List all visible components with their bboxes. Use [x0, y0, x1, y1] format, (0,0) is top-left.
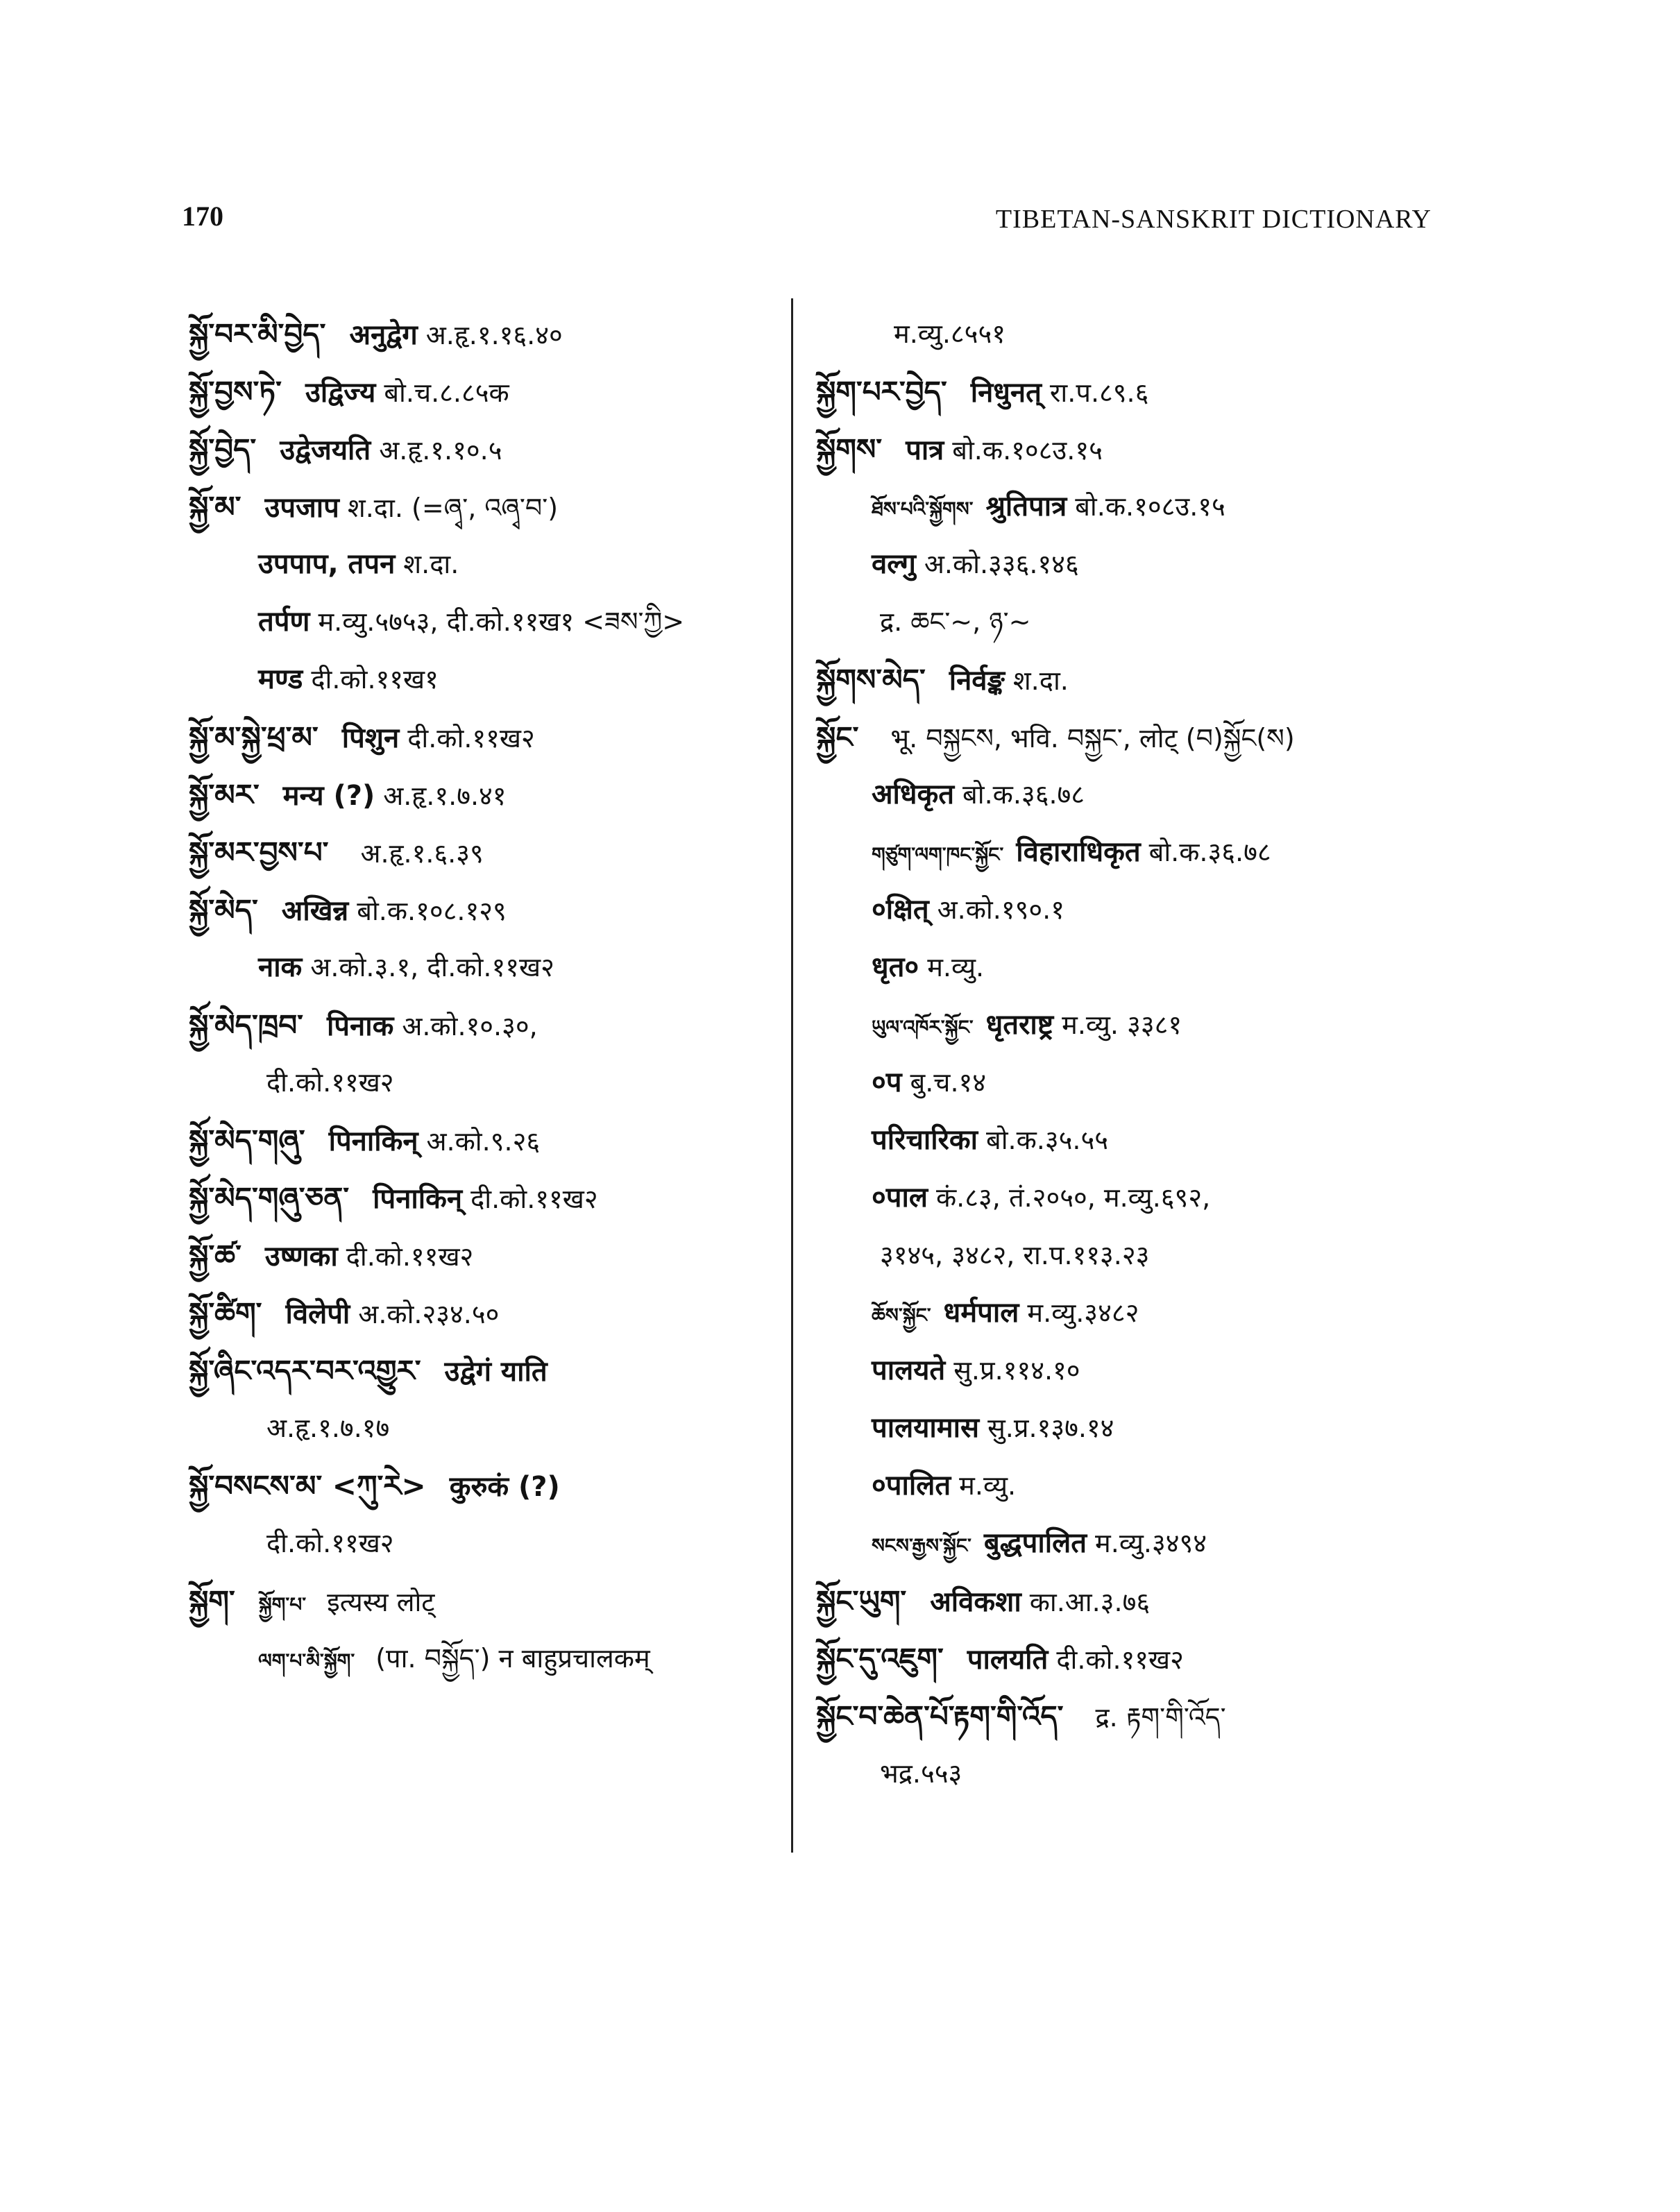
source-reference: कं.८३, तं.२०५०, म.व्यु.६९२,: [936, 1182, 1211, 1213]
source-reference: भू. བསྐྱངས, भवि. བསྐྱང་, लोट् (བ)སྐྱོང(ས): [890, 723, 1295, 754]
sanskrit-term: विलेपी: [285, 1298, 350, 1330]
sanskrit-term: निधुनत्: [970, 377, 1042, 409]
source-reference: अ.हृ.१.७.१७: [266, 1413, 390, 1443]
source-reference: अ.को.९.२६: [426, 1126, 541, 1157]
dictionary-entry-line: [189, 1169, 772, 1227]
sanskrit-term: अविकशा: [930, 1586, 1021, 1618]
dictionary-entry-line: [189, 939, 772, 996]
source-reference: अ.को.२३४.५०: [358, 1299, 500, 1329]
source-reference: ३१४५, ३४८२, रा.प.११३.२३: [880, 1240, 1150, 1270]
source-reference: बो.क.३६.७८: [1148, 837, 1271, 867]
dictionary-entry-line: [189, 881, 772, 939]
headword-tibetan: སྐྱོ་ཚ་: [189, 1239, 241, 1273]
sanskrit-term: बुद्धपालित: [983, 1527, 1087, 1559]
headword-tibetan: སྐྱོ་བསངས་མ་ <ཀུ་རེ>: [189, 1469, 426, 1503]
sanskrit-term: उष्णका: [264, 1241, 338, 1273]
dictionary-entry-line: [189, 305, 772, 363]
sanskrit-term: ०पालित: [872, 1470, 951, 1501]
dictionary-entry-line: [816, 1745, 1441, 1803]
sanskrit-term: मन्य (?): [282, 780, 375, 812]
headword-tibetan: སྐྱོ་མེད་གཞུ་ཅན་: [189, 1181, 350, 1215]
source-reference: म.व्यु.८५५१: [894, 318, 1006, 349]
dictionary-entry-line: [816, 1169, 1441, 1227]
sanskrit-term: पालयामास: [872, 1412, 980, 1444]
source-reference: म.व्यु.५७५३, दी.को.११ख१ <ཟས་ཀྱི>: [318, 606, 685, 637]
source-reference: द्र. ཆང་~, ཉ་~: [880, 606, 1031, 637]
dictionary-entry-line: [816, 536, 1441, 593]
dictionary-entry-line: [816, 766, 1441, 824]
left-column: [189, 305, 772, 1687]
source-reference: दी.को.११ख२: [346, 1241, 474, 1272]
headword-tibetan: སྐྱོ་མ་: [189, 490, 241, 524]
tibetan-phrase: ཆོས་སྐྱོང་: [872, 1304, 931, 1327]
dictionary-entry-line: [816, 939, 1441, 996]
sanskrit-term: ०क्षित्: [872, 894, 929, 926]
source-reference: अ.को.१९०.१: [937, 894, 1064, 925]
dictionary-entry-line: [816, 1515, 1441, 1572]
dictionary-entry-line: [816, 1342, 1441, 1399]
dictionary-entry-line: [189, 766, 772, 824]
source-reference: बु.च.१४: [910, 1067, 987, 1098]
sanskrit-term: ०प: [872, 1066, 902, 1098]
headword-tibetan: སྐྱོ་མར་: [189, 778, 260, 812]
sanskrit-term: धृत०: [872, 951, 919, 983]
column-divider: [791, 298, 793, 1853]
sanskrit-term: पालयति: [967, 1644, 1049, 1676]
headword-tibetan: སྐྱོ་མ་སྐྱེ་ཕྲ་མ་: [189, 720, 319, 754]
source-reference: अ.को.३३६.१४६: [924, 549, 1079, 579]
sanskrit-term: पिनाक: [326, 1010, 394, 1042]
source-reference: दी.को.११ख२: [266, 1067, 394, 1098]
sanskrit-term: श्रुतिपात्र: [985, 491, 1067, 522]
dictionary-entry-line: [816, 420, 1441, 478]
source-reference: अ.हृ.१.१६.४०: [425, 320, 563, 350]
sanskrit-term: वल्गु: [872, 548, 916, 580]
dictionary-entry-line: [816, 1112, 1441, 1169]
source-reference: बो.च.८.८५क: [384, 377, 509, 408]
dictionary-entry-line: [189, 1112, 772, 1169]
source-reference: श.दा. (=ཞྭ་, འཞྭ་བ་): [347, 493, 559, 523]
running-head: TIBETAN-SANSKRIT DICTIONARY: [995, 205, 1432, 234]
source-reference: अ.को.१०.३०,: [402, 1011, 538, 1041]
headword-tibetan: སྐྱོག་པར་བྱེད་: [816, 375, 947, 409]
source-reference: दी.को.११ख२: [407, 723, 535, 754]
source-reference: दी.को.११ख१: [311, 664, 439, 695]
sanskrit-term: अनुद्वेग: [349, 319, 418, 351]
dictionary-entry-line: [816, 1572, 1441, 1630]
source-reference: बो.क.१०८उ.१५: [952, 435, 1103, 466]
headword-tibetan: སྐྱོ་མར་བྱས་པ་: [189, 835, 329, 869]
tibetan-phrase: སངས་རྒྱས་སྐྱོང་: [872, 1534, 971, 1557]
dictionary-entry-line: [189, 996, 772, 1054]
source-reference: श.दा.: [403, 549, 459, 579]
source-reference: द्र. རྟག་གི་འོད་: [1095, 1702, 1226, 1733]
dictionary-entry-line: [189, 1515, 772, 1572]
source-reference: बो.क.१०८.१२९: [357, 896, 507, 926]
dictionary-entry-line: [189, 1399, 772, 1457]
dictionary-entry-line: [816, 1687, 1441, 1745]
headword-tibetan: སྐྱོགས་: [816, 432, 883, 466]
dictionary-entry-line: [816, 651, 1441, 708]
headword-tibetan: སྐྱོང་ཡུག་: [816, 1584, 907, 1618]
source-reference: म.व्यु.३४९४: [1095, 1528, 1207, 1558]
dictionary-entry-line: [189, 593, 772, 651]
sanskrit-term: कुरुकं (?): [449, 1471, 560, 1503]
headword-tibetan: སྐྱོ་མེད་ཁྲབ་: [189, 1008, 303, 1042]
sanskrit-term: अधिकृत: [872, 779, 955, 810]
sanskrit-term: उद्विज्य: [305, 377, 376, 409]
dictionary-entry-line: [189, 478, 772, 536]
dictionary-entry-line: [189, 536, 772, 593]
dictionary-entry-line: [816, 1457, 1441, 1515]
source-reference: अ.हृ.१.६.३९: [360, 838, 484, 869]
source-reference: बो.क.१०८उ.१५: [1075, 491, 1225, 522]
dictionary-entry-line: [816, 1284, 1441, 1342]
sanskrit-term: पिनाकिन्: [373, 1183, 463, 1215]
headword-tibetan: སྐྱོང་བ་ཆེན་པོ་རྟག་གི་འོད་: [816, 1699, 1064, 1733]
source-reference: इत्यस्य लोट्: [327, 1587, 435, 1617]
dictionary-entry-line: [816, 593, 1441, 651]
source-reference: दी.को.११ख२: [266, 1528, 394, 1558]
source-reference: म.व्यु.: [927, 952, 985, 982]
dictionary-entry-line: [816, 305, 1441, 363]
dictionary-entry-line: [189, 1342, 772, 1399]
sanskrit-term: उद्वेगं याति: [444, 1356, 548, 1388]
source-reference: बो.क.३६.७८: [962, 779, 1085, 810]
dictionary-entry-line: [189, 1227, 772, 1284]
dictionary-entry-line: [816, 478, 1441, 536]
sanskrit-term: ०पाल: [872, 1182, 928, 1214]
headword-tibetan: སྐྱོ་བྱེད་: [189, 432, 257, 466]
sanskrit-term: धृतराष्ट्र: [985, 1009, 1054, 1041]
dictionary-entry-line: [816, 996, 1441, 1054]
source-reference: अ.हृ.१.१०.५: [379, 435, 502, 466]
dictionary-entry-line: [816, 824, 1441, 881]
dictionary-entry-line: [816, 881, 1441, 939]
headword-tibetan: སྐྱོང་དུ་འཇུག་: [816, 1642, 944, 1676]
dictionary-entry-line: [816, 1227, 1441, 1284]
right-column: [816, 305, 1441, 1803]
headword-tibetan: སྐྱོང་: [816, 720, 859, 754]
source-reference: म.व्यु.३४८२: [1027, 1298, 1139, 1328]
sanskrit-term: अखिन्न: [281, 895, 349, 927]
source-reference: रा.प.८९.६: [1049, 377, 1149, 408]
sanskrit-term: उद्वेजयति: [280, 434, 371, 466]
headword-tibetan: སྐྱོ་མེད་: [189, 893, 258, 927]
tibetan-phrase: གཙུག་ལག་ཁང་སྐྱོང་: [872, 843, 1004, 866]
dictionary-entry-line: [189, 1457, 772, 1515]
sanskrit-term: उपजाप: [264, 492, 339, 524]
dictionary-entry-line: [189, 708, 772, 766]
dictionary-entry-line: [816, 1399, 1441, 1457]
source-reference: भद्र.५५३: [880, 1758, 962, 1789]
dictionary-entry-line: [189, 1054, 772, 1112]
sanskrit-term: धर्मपाल: [943, 1297, 1019, 1329]
dictionary-entry-line: [189, 1572, 772, 1630]
source-reference: (पा. བསྐྱོད་) न बाहुप्रचालकम्: [375, 1643, 650, 1674]
sanskrit-term: परिचारिका: [872, 1124, 978, 1156]
page-number: 170: [182, 201, 223, 232]
dictionary-entry-line: [189, 420, 772, 478]
dictionary-entry-line: [189, 1284, 772, 1342]
source-reference: श.दा.: [1012, 665, 1069, 696]
headword-tibetan: སྐྱོགས་མེད་: [816, 663, 926, 697]
headword-tibetan: སྐྱོ་ཚིག་: [189, 1296, 262, 1330]
source-reference: दी.को.११ख२: [470, 1184, 598, 1214]
headword-tibetan: སྐྱོག་: [189, 1584, 235, 1618]
headword-tibetan: སྐྱོ་མེད་གཞུ་: [189, 1123, 305, 1157]
sanskrit-term: नाक: [258, 951, 303, 983]
sanskrit-term: पिनाकिन्: [328, 1125, 418, 1157]
source-reference: म.व्यु. ३३८१: [1062, 1010, 1182, 1040]
dictionary-entry-line: [816, 708, 1441, 766]
tibetan-phrase: ཐོས་པའི་སྐྱོགས་: [872, 497, 974, 520]
tibetan-phrase: ཡུལ་འཁོར་སྐྱོང་: [872, 1016, 974, 1039]
source-reference: सु.प्र.१३७.१४: [987, 1413, 1114, 1443]
source-reference: सु.प्र.११४.१०: [953, 1355, 1080, 1386]
sanskrit-term: निर्वङ्क: [949, 665, 1005, 697]
source-reference: दी.को.११ख२: [1056, 1644, 1184, 1675]
sanskrit-term: पात्र: [906, 434, 944, 466]
tibetan-phrase: སྐྱོག་པ་: [258, 1593, 307, 1616]
headword-tibetan: སྐྱོ་བྱས་ཏེ་: [189, 375, 282, 409]
dictionary-entry-line: [189, 651, 772, 708]
sanskrit-term: तर्पण: [258, 606, 310, 638]
source-reference: अ.हृ.१.७.४१: [383, 781, 507, 811]
dictionary-entry-line: [816, 1630, 1441, 1687]
source-reference: म.व्यु.: [959, 1470, 1017, 1501]
sanskrit-term: मण्ड: [258, 663, 303, 695]
dictionary-entry-line: [189, 1630, 772, 1687]
dictionary-entry-line: [189, 824, 772, 881]
source-reference: का.आ.३.७६: [1029, 1587, 1151, 1617]
sanskrit-term: पिशुन: [341, 722, 400, 754]
headword-tibetan: སྐྱོ་བར་མི་བྱེད་: [189, 317, 326, 351]
source-reference: अ.को.३.१, दी.को.११ख२: [310, 952, 554, 982]
dictionary-entry-line: [189, 363, 772, 420]
sanskrit-term: उपपाप, तपन: [258, 548, 396, 580]
sanskrit-term: पालयते: [872, 1354, 946, 1386]
sanskrit-term: विहाराधिकृत: [1016, 836, 1141, 868]
dictionary-entry-line: [816, 1054, 1441, 1112]
source-reference: बो.क.३५.५५: [986, 1125, 1109, 1155]
tibetan-phrase: ལག་པ་མི་སྐྱོག་: [258, 1649, 355, 1672]
headword-tibetan: སྐྱོ་ཞིང་འདར་བར་འགྱུར་: [189, 1354, 421, 1388]
dictionary-entry-line: [816, 363, 1441, 420]
